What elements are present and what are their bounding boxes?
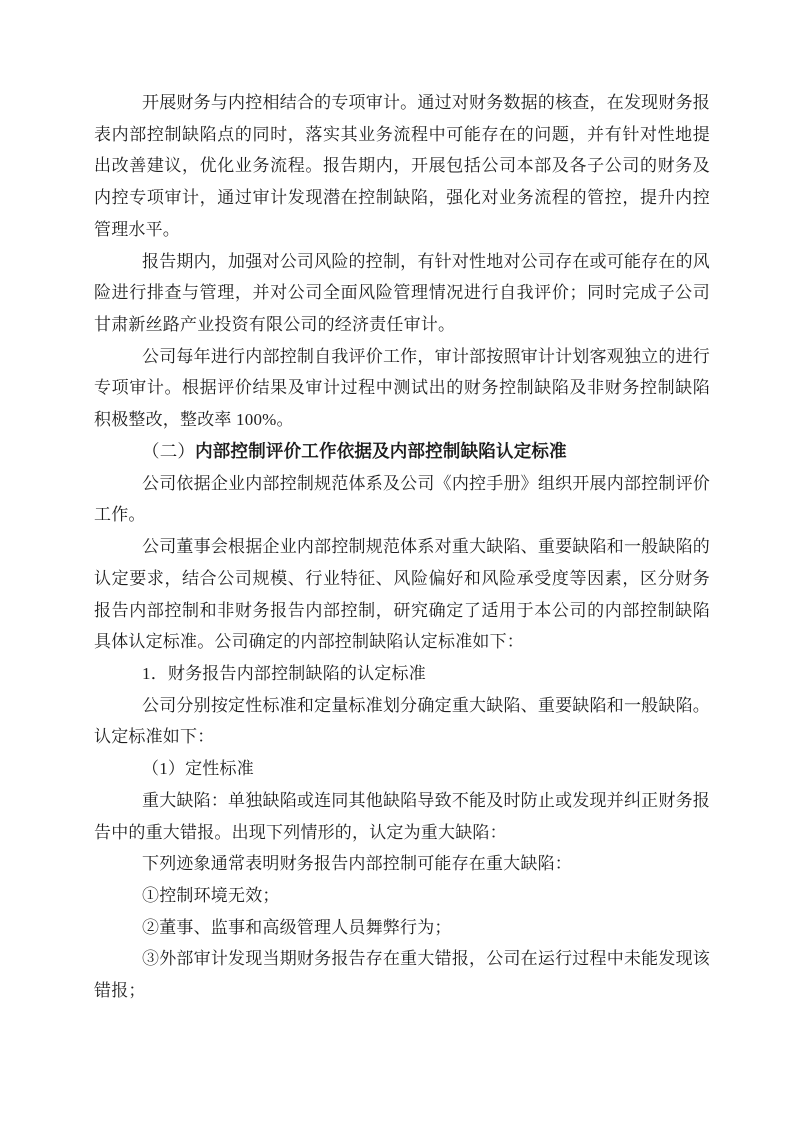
section-heading-title: 内部控制评价工作依据及内部控制缺陷认定标准	[195, 440, 567, 461]
section-heading-number: （二）	[142, 440, 196, 461]
text-line: 告中的重大错报。出现下列情形的，认定为重大缺陷：	[94, 822, 507, 842]
text-line: 积极整改，整改率 100%。	[94, 410, 294, 430]
section-heading	[94, 436, 710, 468]
text-line: 错报；	[94, 981, 146, 1001]
text-line: 下列迹象通常表明财务报告内部控制可能存在重大缺陷：	[142, 854, 572, 874]
text-line: 重大缺陷：单独缺陷或连同其他缺陷导致不能及时防止或发现并纠正财务报	[142, 790, 710, 810]
list-item: ③外部审计发现当期财务报告存在重大错报，公司在运行过程中未能发现该	[142, 949, 710, 969]
text-line: 工作。	[94, 505, 146, 525]
text-line: 专项审计。根据评价结果及审计过程中测试出的财务控制缺陷及非财务控制缺陷	[94, 378, 710, 398]
text-line: 报告期内，加强对公司风险的控制，有针对性地对公司存在或可能存在的风	[142, 251, 710, 271]
text-line: 报告内部控制和非财务报告内部控制，研究确定了适用于本公司的内部控制缺陷	[94, 600, 710, 620]
text-line: 公司依据企业内部控制规范体系及公司《内控手册》组织开展内部控制评价	[142, 473, 710, 493]
document-body	[94, 87, 710, 1007]
text-line: 公司董事会根据企业内部控制规范体系对重大缺陷、重要缺陷和一般缺陷的	[142, 537, 710, 557]
list-item: ①控制环境无效；	[142, 885, 280, 905]
text-line: 出改善建议，优化业务流程。报告期内，开展包括公司本部及各子公司的财务及	[94, 156, 710, 176]
text-line: 开展财务与内控相结合的专项审计。通过对财务数据的核查，在发现财务报	[142, 93, 710, 112]
text-line: 险进行排查与管理，并对公司全面风险管理情况进行自我评价；同时完成子公司	[94, 283, 710, 303]
text-line: 管理水平。	[94, 219, 180, 239]
item-title: 1．财务报告内部控制缺陷的认定标准	[142, 663, 426, 683]
text-line: 认定标准如下：	[94, 727, 215, 747]
text-line: 公司每年进行内部控制自我评价工作，审计部按照审计计划客观独立的进行	[142, 346, 710, 366]
text-line: 甘肃新丝路产业投资有限公司的经济责任审计。	[94, 315, 456, 335]
list-item: ②董事、监事和高级管理人员舞弊行为；	[142, 917, 452, 937]
text-line: 公司分别按定性标准和定量标准划分确定重大缺陷、重要缺陷和一般缺陷。	[142, 695, 710, 715]
text-line: 认定要求，结合公司规模、行业特征、风险偏好和风险承受度等因素，区分财务	[94, 568, 710, 588]
text-line: 具体认定标准。公司确定的内部控制缺陷认定标准如下：	[94, 632, 524, 652]
sub-item-title: （1）定性标准	[142, 759, 254, 779]
text-line: 内控专项审计，通过审计发现潜在控制缺陷，强化对业务流程的管控，提升内控	[94, 188, 710, 208]
text-line: 表内部控制缺陷点的同时，落实其业务流程中可能存在的问题，并有针对性地提	[94, 124, 710, 144]
